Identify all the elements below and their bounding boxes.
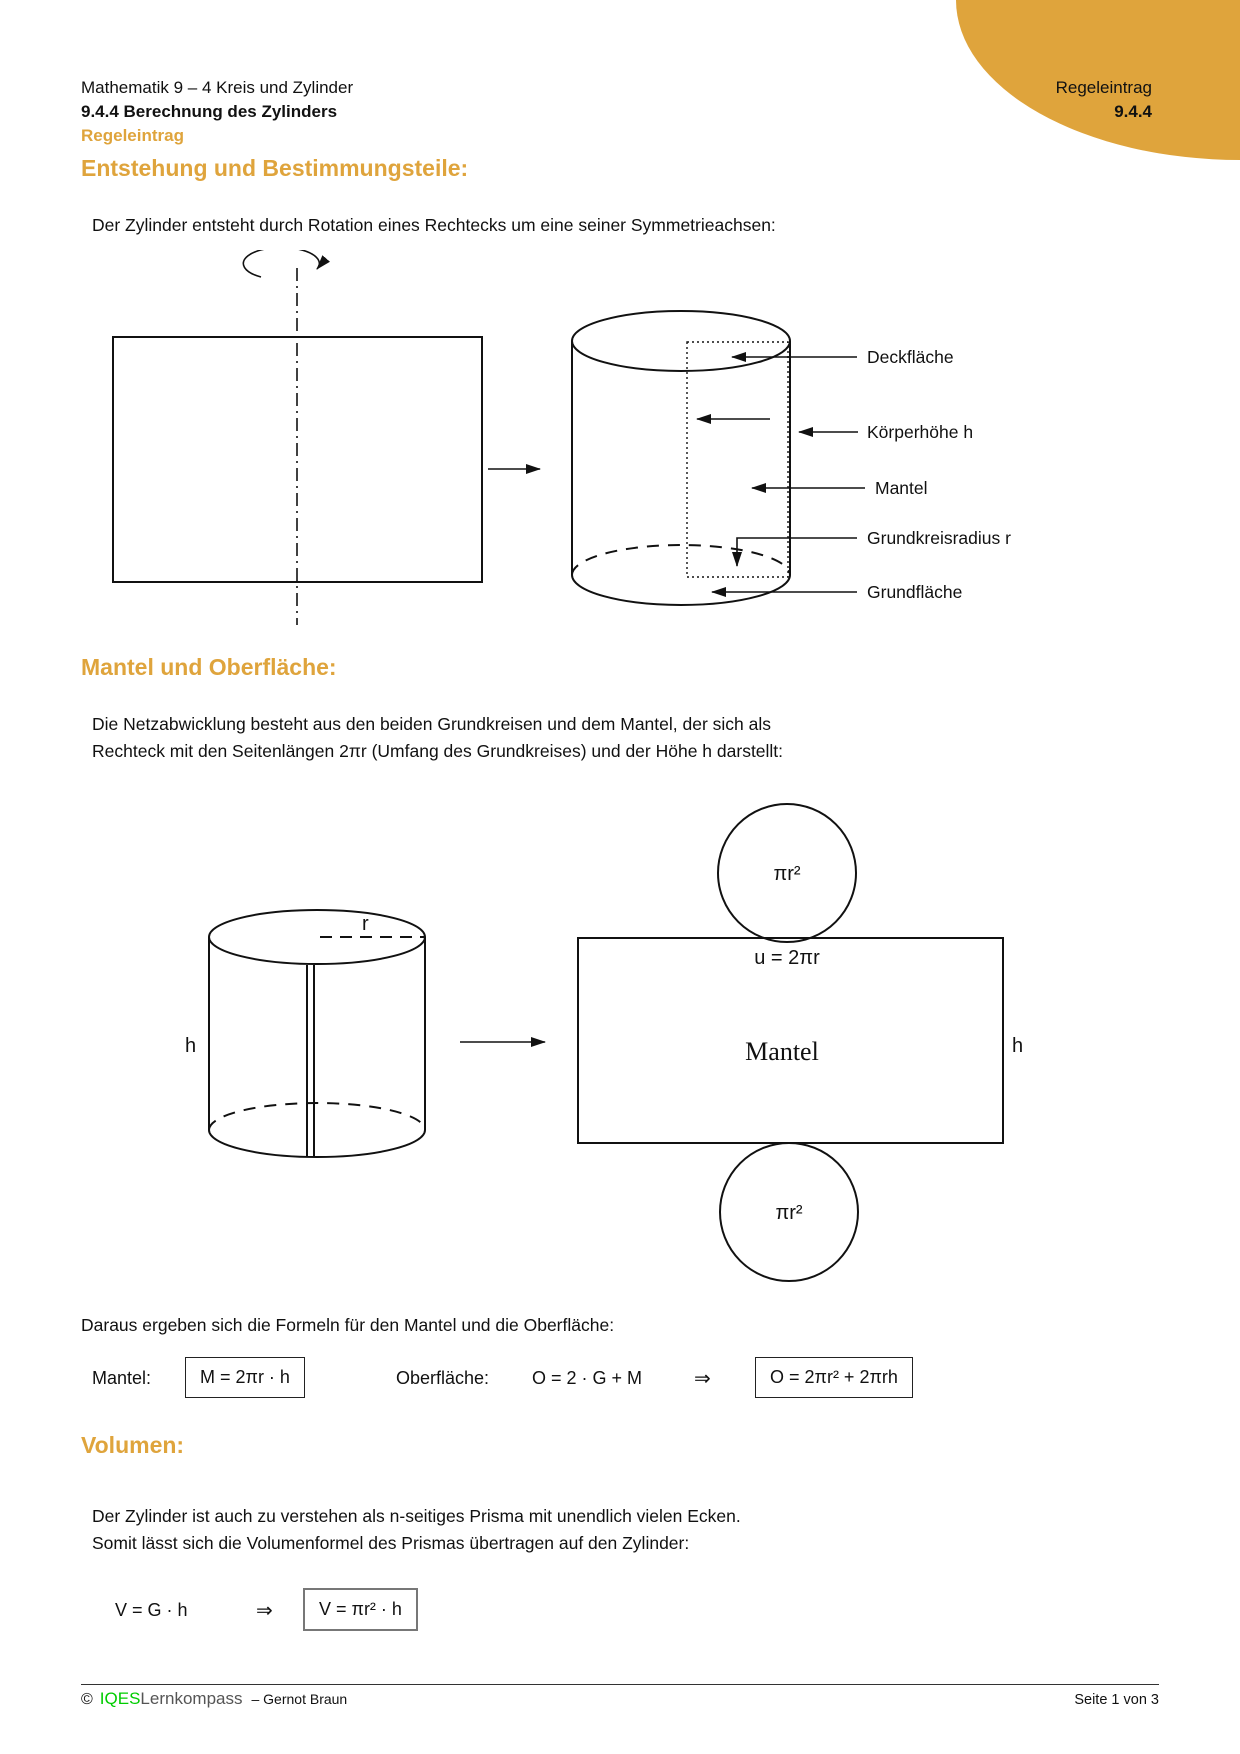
net-cylinder-top-face [209,910,425,964]
section3-heading: Volumen: [81,1432,185,1458]
corner-label-block [1056,76,1152,124]
net-cylinder-bottom-front-edge [209,1130,425,1157]
footer-rule [81,1684,1159,1685]
volume-formula-box: V = πr² · h [303,1588,418,1631]
footer-page-info: Seite 1 von 3 [1074,1692,1159,1708]
net-height-label: h [1012,1035,1024,1057]
cylinder-bottom-back-edge [572,545,790,575]
header-topic: 9.4.4 Berechnung des Zylinders [81,102,338,121]
grundflaeche-label: Grundfläche [867,582,963,602]
section1-intro: Der Zylinder entsteht durch Rotation eines Rechtecks um eine seiner Symmetrieachsen: [92,215,776,235]
radius-label: r [362,913,369,935]
section2-intro [92,711,783,765]
copyright-icon: © [81,1691,93,1708]
corner-doc-type: Regeleintrag [1055,78,1152,97]
section2-intro-line2: Rechteck mit den Seitenlängen 2πr (Umfang des Grundkreises) und der Höhe h darstellt: [92,741,784,761]
rotation-arrow [243,250,319,277]
corner-section-number: 9.4.4 [1114,102,1152,121]
oberflaeche-formula-box: O = 2πr² + 2πrh [755,1357,913,1398]
implies-arrow-2: ⇒ [256,1600,273,1622]
section3-intro-line2: Somit lässt sich die Volumenformel des Prismas übertragen auf den Zylinder: [92,1533,690,1553]
volume-derivation: V = G · h [115,1600,188,1620]
net-bottom-circle-area: πr² [775,1202,803,1224]
cylinder-bottom-front-edge [572,575,790,605]
net-circumference-label: u = 2πr [754,947,820,969]
net-top-circle-area: πr² [773,863,801,885]
implies-arrow-1: ⇒ [694,1368,711,1390]
oberflaeche-formula-label: Oberfläche: [396,1368,490,1388]
section1-heading: Entstehung und Bestimmungsteile: [81,155,469,181]
brand-iqes: IQES [99,1689,141,1708]
koerperhoehe-label: Körperhöhe h [867,422,974,442]
rotation-diagram [0,250,1240,630]
document-header [81,76,353,148]
net-diagram [0,780,1240,1300]
net-cylinder-bottom-back-edge [209,1103,425,1130]
mantel-formula-box: M = 2πr · h [185,1357,305,1398]
formulas-intro: Daraus ergeben sich die Formeln für den Mantel und die Oberfläche: [81,1315,615,1335]
mantel-formula-label: Mantel: [92,1368,152,1388]
cylinder-top-face [572,311,790,371]
section3-intro [92,1503,741,1557]
footer-author: – Gernot Braun [251,1691,348,1707]
cylinder-height-label: h [185,1035,197,1057]
section2-intro-line1: Die Netzabwicklung besteht aus den beiden Grundkreisen und dem Mantel, der sich als [92,714,771,734]
footer-brand [81,1689,347,1709]
brand-lernkompass: Lernkompass [140,1689,243,1708]
header-doc-type: Regeleintrag [81,126,184,145]
section2-heading: Mantel und Oberfläche: [81,654,337,680]
deckflaeche-label: Deckfläche [867,347,954,367]
oberflaeche-derivation: O = 2 · G + M [532,1368,643,1388]
grundkreisradius-label: Grundkreisradius r [867,528,1011,548]
net-mantel-label: Mantel [745,1037,819,1066]
section3-intro-line1: Der Zylinder ist auch zu verstehen als n-seitiges Prisma mit unendlich vielen Ecken. [92,1506,741,1526]
header-course: Mathematik 9 – 4 Kreis und Zylinder [81,78,354,97]
mantel-callout-label: Mantel [875,478,928,498]
